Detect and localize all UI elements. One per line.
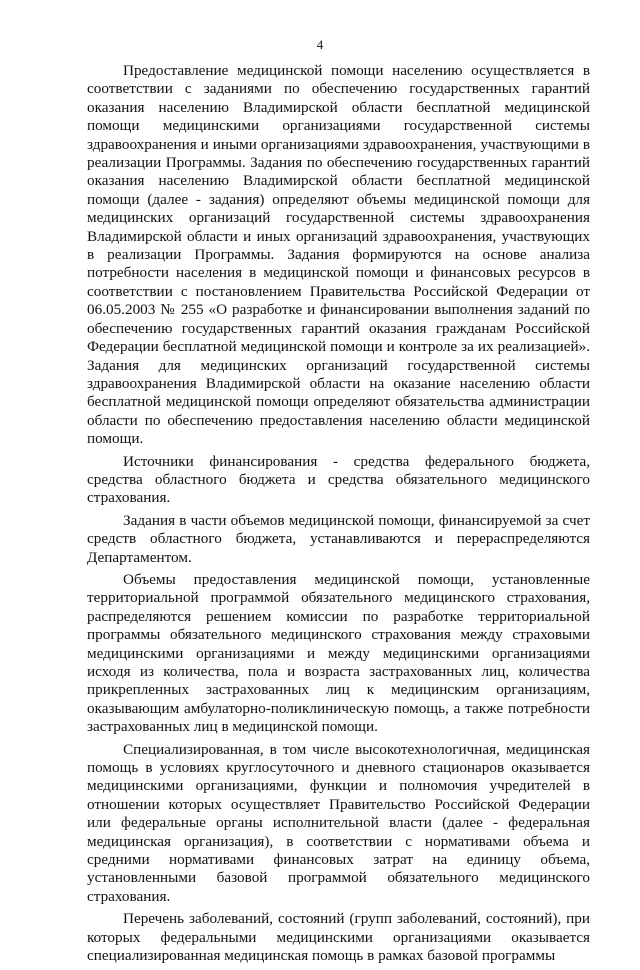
paragraph-insurance-volumes: Объемы предоставления медицинской помощи, установленные территориальной программой обязательного медицинского страхования, распределяются решением комиссии по разработке территориальной программы обязательного медицинского страхования между страховыми медицинскими организациями и между медицинскими организациями исходя из количества, пола и возраста застрахованных лиц, количества прикрепленных застрахованных лиц к медицинским организациям, оказывающим амбулаторно-поликлиническую помощь, а также потребности застрахованных лиц в медицинской помощи. bbox=[87, 570, 590, 736]
paragraph-regional-budget-volumes: Задания в части объемов медицинской помощи, финансируемой за счет средств областного бюджета, устанавливаются и перераспределяются Департаментом. bbox=[87, 511, 590, 566]
paragraph-funding-sources: Источники финансирования - средства федерального бюджета, средства областного бюджета и средства обязательного медицинского страхования. bbox=[87, 452, 590, 507]
paragraph-specialized-care: Специализированная, в том числе высокотехнологичная, медицинская помощь в условиях круглосуточного и дневного стационаров оказывается медицинскими организациями, функции и полномочия учредителей в отношении которых осуществляет Правительство Российской Федерации или федеральные органы исполнительной власти (далее - федеральная медицинская организация), в соответствии с нормативами объема и средними нормативами финансовых затрат на единицу объема, установленными базовой программой обязательного медицинского страхования. bbox=[87, 740, 590, 905]
paragraph-disease-list: Перечень заболеваний, состояний (групп заболеваний, состояний), при которых федеральными медицинскими организациями оказывается специализированная медицинская помощь в рамках базовой программы bbox=[87, 910, 590, 965]
paragraph-medical-care-provision: Предоставление медицинской помощи населению осуществляется в соответствии с заданиями по обеспечению государственных гарантий оказания населению Владимирской области бесплатной медицинской помощи медицинскими организациями государственной системы здравоохранения и иными организациями здравоохранения, участвующими в реализации Программы. Задания по обеспечению государственных гарантий оказания населению Владимирской области бесплатной медицинской помощи (далее - задания) определяют объемы медицинской помощи для медицинских организаций государственной системы здравоохранения Владимирской области и иных организаций здравоохранения, участвующих в реализации Программы. Задания формируются на основе анализа потребности населения в медицинской помощи и финансовых ресурсов в соответствии с постановлением Правительства Российской Федерации от 06.05.2003 № 255 «О разработке и финансировании выполнения заданий по обеспечению государственных гарантий оказания гражданам Российской Федерации бесплатной медицинской помощи и контроле за их реализацией». Задания для медицинских организаций государственной системы здравоохранения Владимирской области на оказание населению области бесплатной медицинской помощи определяют обязательства администрации области по обеспечению предоставления населению области медицинской помощи. bbox=[87, 62, 590, 448]
document-body bbox=[87, 62, 590, 970]
page-number: 4 bbox=[316, 37, 324, 52]
